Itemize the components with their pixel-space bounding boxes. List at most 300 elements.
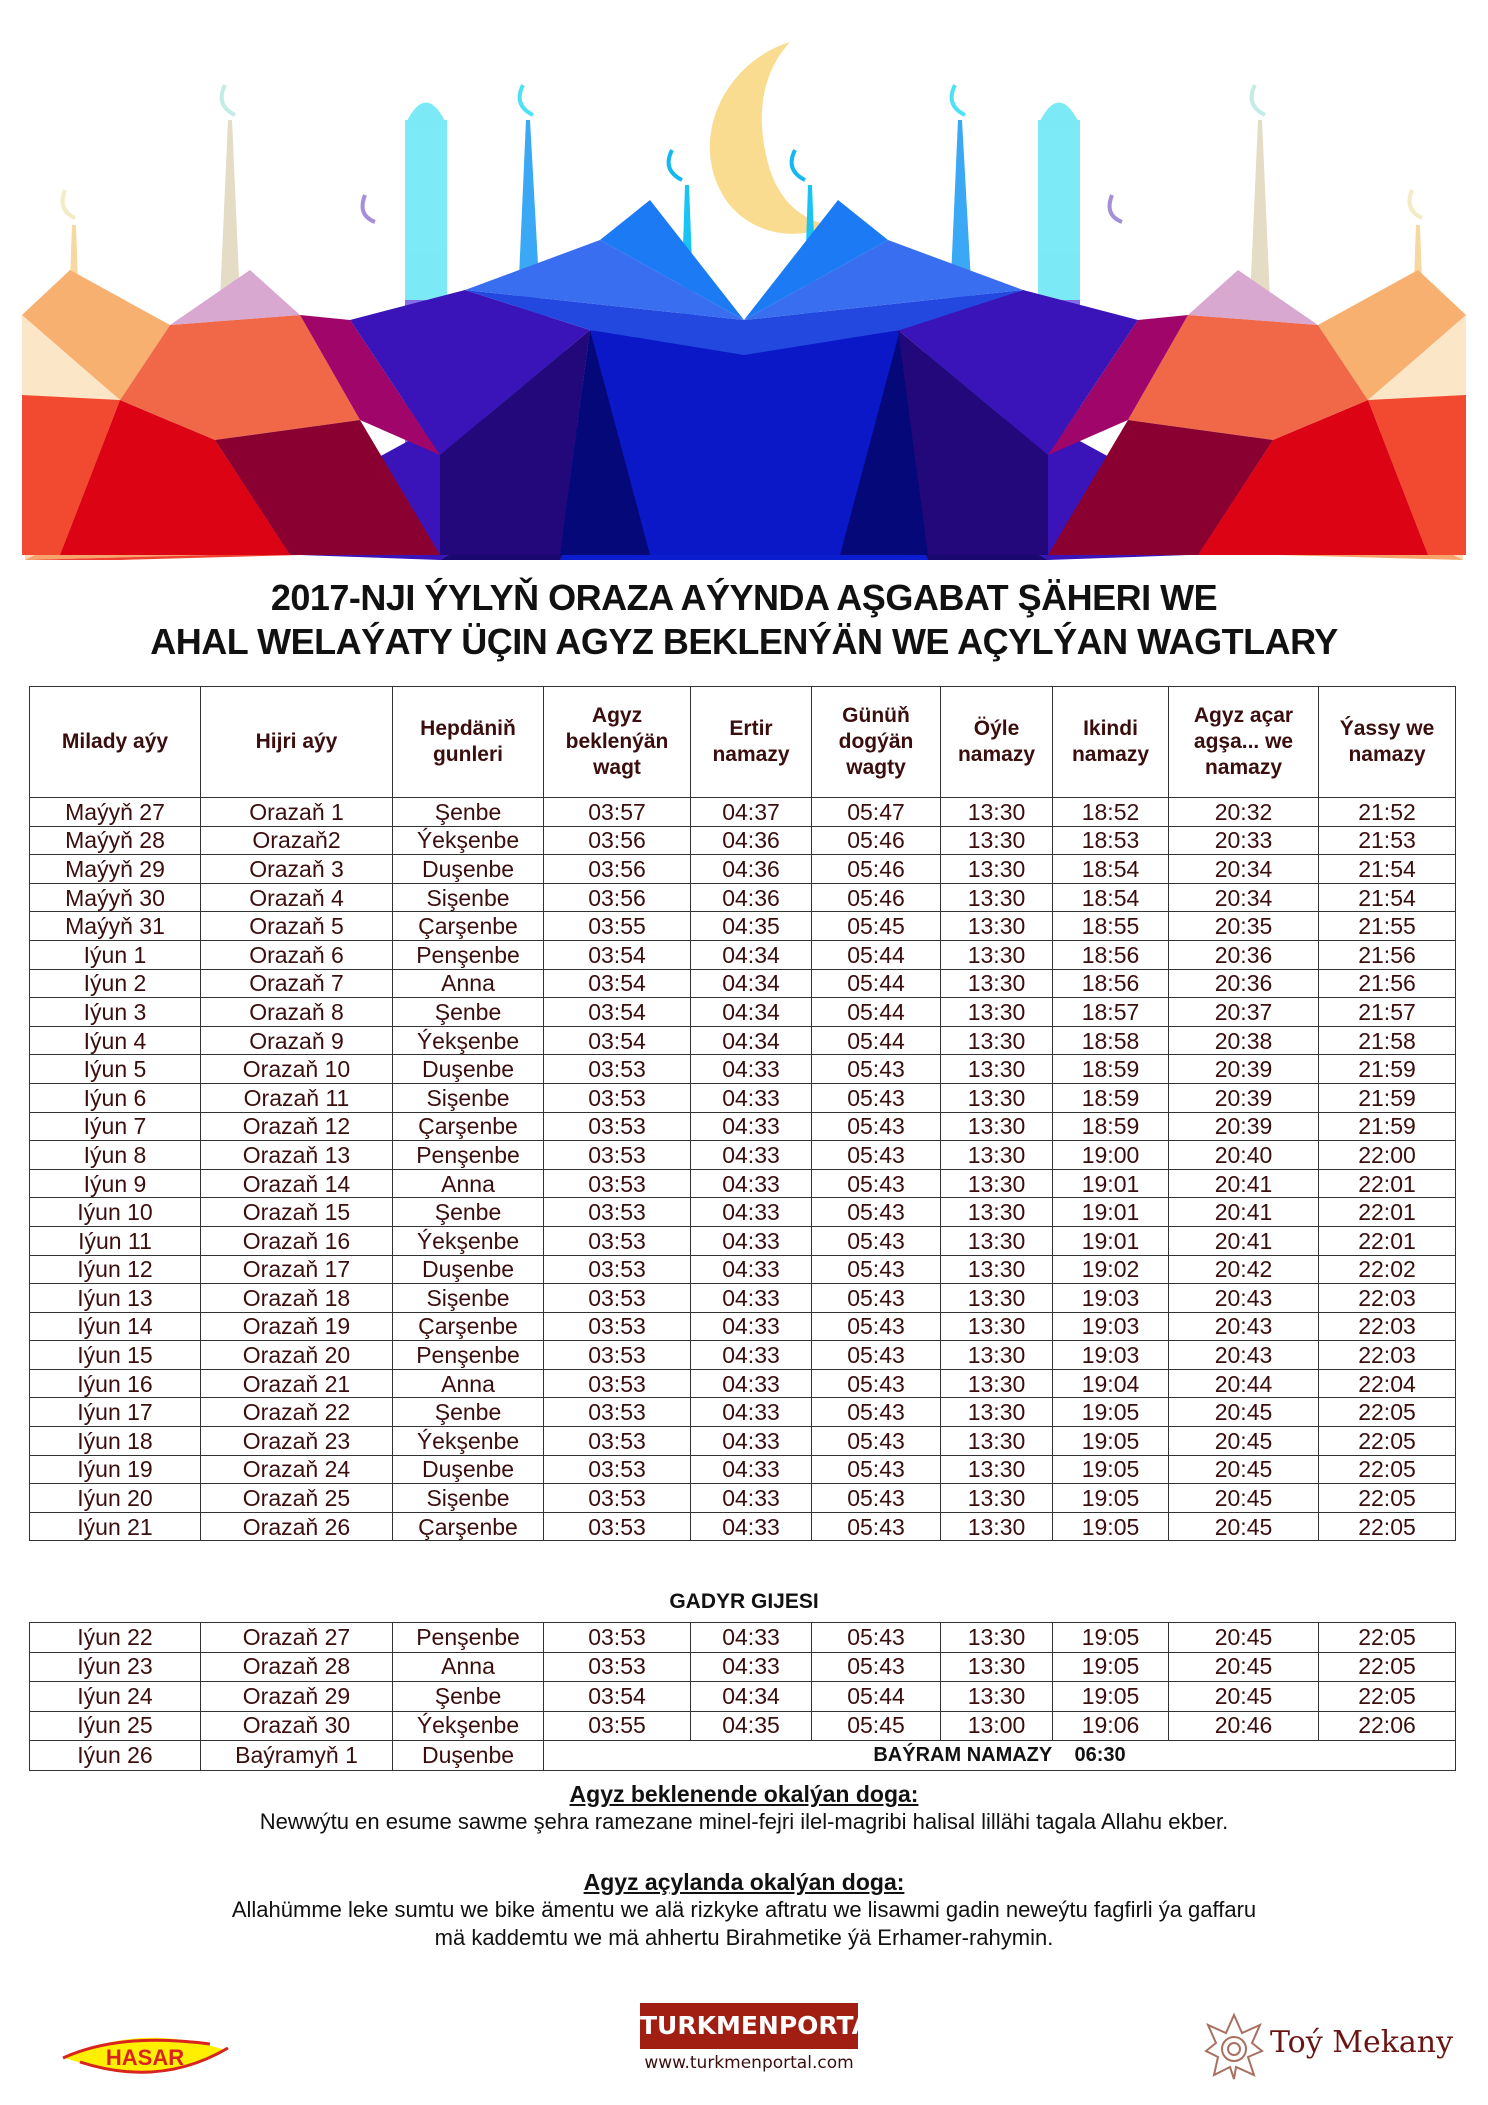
table-row	[30, 1169, 1456, 1198]
cell-weekday: Şenbe	[393, 1198, 544, 1227]
title-line-1: 2017-NJI ÝYLYŇ ORAZA AÝYNDA AŞGABAT ŞÄHERI WE	[270, 577, 1218, 618]
cell-oyle: 13:30	[941, 1312, 1053, 1341]
table-row	[30, 1055, 1456, 1084]
cell-ikindi: 18:52	[1053, 798, 1169, 827]
cell-date: Iýun 4	[30, 1026, 201, 1055]
cell-oyle: 13:30	[941, 798, 1053, 827]
cell-agsam: 20:45	[1169, 1484, 1319, 1513]
cell-agsam: 20:45	[1169, 1652, 1319, 1682]
cell-ikindi: 18:59	[1053, 1083, 1169, 1112]
cell-yassy: 21:54	[1319, 883, 1456, 912]
toy-mekany-text: Toý Mekany	[1270, 2025, 1454, 2060]
cell-hijri: Orazaň 12	[201, 1112, 393, 1141]
cell-oyle: 13:30	[941, 1284, 1053, 1313]
cell-weekday: Şenbe	[393, 798, 544, 827]
table-row	[30, 1255, 1456, 1284]
cell-fast-start: 03:57	[544, 798, 691, 827]
table-row	[30, 1369, 1456, 1398]
cell-date: Maýyň 29	[30, 855, 201, 884]
cell-hijri: Orazaň 25	[201, 1484, 393, 1513]
toy-mekany-logo	[1180, 2005, 1480, 2085]
cell-agsam: 20:42	[1169, 1255, 1319, 1284]
cell-fast-start: 03:56	[544, 826, 691, 855]
table-row	[30, 1226, 1456, 1255]
cell-hijri: Orazaň 14	[201, 1169, 393, 1198]
fast-break-prayer	[0, 1868, 1488, 1952]
cell-weekday: Sişenbe	[393, 1484, 544, 1513]
table-row	[30, 1484, 1456, 1513]
fast-start-text: Newwýtu en esume sawme şehra ramezane minel-fejri ilel-magribi halisal lillähi tagala Allahu ekber.	[259, 1809, 1229, 1834]
cell-oyle: 13:30	[941, 1198, 1053, 1227]
cell-ertir: 04:33	[691, 1652, 812, 1682]
cell-date: Iýun 20	[30, 1484, 201, 1513]
cell-weekday: Anna	[393, 1369, 544, 1398]
fast-break-line-2: mä kaddemtu we mä ahhertu Birahmetike ýä Erhamer-rahymin.	[434, 1925, 1054, 1950]
cell-fast-start: 03:54	[544, 940, 691, 969]
cell-ertir: 04:33	[691, 1141, 812, 1170]
cell-ertir: 04:33	[691, 1169, 812, 1198]
cell-ikindi: 19:06	[1053, 1711, 1169, 1741]
turkmenportal-text: TURKMENPORTAL	[640, 2003, 858, 2049]
fast-start-heading: Agyz beklenende okalýan doga:	[569, 1781, 919, 1807]
cell-yassy: 22:05	[1319, 1484, 1456, 1513]
cell-sunrise: 05:43	[812, 1284, 941, 1313]
cell-weekday: Çarşenbe	[393, 1512, 544, 1541]
cell-ertir: 04:33	[691, 1112, 812, 1141]
cell-ikindi: 19:05	[1053, 1512, 1169, 1541]
cell-yassy: 22:06	[1319, 1711, 1456, 1741]
cell-agsam: 20:40	[1169, 1141, 1319, 1170]
cell-oyle: 13:30	[941, 1652, 1053, 1682]
cell-fast-start: 03:53	[544, 1369, 691, 1398]
cell-fast-start: 03:53	[544, 1623, 691, 1653]
cell-ertir: 04:33	[691, 1455, 812, 1484]
cell-agsam: 20:36	[1169, 969, 1319, 998]
cell-date: Iýun 25	[30, 1711, 201, 1741]
turkmenportal-logo	[640, 2003, 887, 2073]
cell-weekday: Şenbe	[393, 1398, 544, 1427]
cell-sunrise: 05:43	[812, 1427, 941, 1456]
cell-agsam: 20:45	[1169, 1427, 1319, 1456]
table-row	[30, 1141, 1456, 1170]
cell-ertir: 04:33	[691, 1083, 812, 1112]
cell-fast-start: 03:54	[544, 1026, 691, 1055]
cell-yassy: 22:05	[1319, 1623, 1456, 1653]
cell-hijri: Orazaň 24	[201, 1455, 393, 1484]
cell-agsam: 20:39	[1169, 1055, 1319, 1084]
cell-yassy: 22:05	[1319, 1398, 1456, 1427]
table-row	[30, 1682, 1456, 1712]
table-row	[30, 1398, 1456, 1427]
cell-ertir: 04:33	[691, 1255, 812, 1284]
cell-weekday: Penşenbe	[393, 1623, 544, 1653]
cell-ertir: 04:33	[691, 1623, 812, 1653]
cell-yassy: 21:55	[1319, 912, 1456, 941]
table-row	[30, 998, 1456, 1027]
cell-weekday: Duşenbe	[393, 1741, 544, 1771]
cell-date: Iýun 16	[30, 1369, 201, 1398]
cell-sunrise: 05:44	[812, 1026, 941, 1055]
cell-ertir: 04:34	[691, 1026, 812, 1055]
cell-sunrise: 05:43	[812, 1055, 941, 1084]
cell-ertir: 04:33	[691, 1398, 812, 1427]
cell-weekday: Çarşenbe	[393, 912, 544, 941]
cell-yassy: 22:05	[1319, 1512, 1456, 1541]
cell-agsam: 20:36	[1169, 940, 1319, 969]
cell-weekday: Penşenbe	[393, 1141, 544, 1170]
cell-date: Iýun 3	[30, 998, 201, 1027]
cell-hijri: Orazaň 19	[201, 1312, 393, 1341]
cell-fast-start: 03:53	[544, 1512, 691, 1541]
page-title	[0, 576, 1488, 664]
cell-yassy: 22:00	[1319, 1141, 1456, 1170]
cell-yassy: 22:05	[1319, 1652, 1456, 1682]
cell-ikindi: 19:02	[1053, 1255, 1169, 1284]
col-header: Ikindi namazy	[1053, 687, 1169, 798]
cell-oyle: 13:30	[941, 1623, 1053, 1653]
timetable-gadyr	[29, 1622, 1456, 1771]
cell-date: Iýun 17	[30, 1398, 201, 1427]
cell-fast-start: 03:56	[544, 883, 691, 912]
cell-fast-start: 03:53	[544, 1484, 691, 1513]
cell-sunrise: 05:44	[812, 969, 941, 998]
cell-hijri: Orazaň 27	[201, 1623, 393, 1653]
cell-ikindi: 19:01	[1053, 1169, 1169, 1198]
cell-date: Iýun 13	[30, 1284, 201, 1313]
cell-agsam: 20:43	[1169, 1312, 1319, 1341]
cell-date: Iýun 5	[30, 1055, 201, 1084]
col-header: Ýassy we namazy	[1319, 687, 1456, 798]
cell-weekday: Anna	[393, 969, 544, 998]
cell-yassy: 21:56	[1319, 969, 1456, 998]
cell-weekday: Anna	[393, 1169, 544, 1198]
cell-date: Maýyň 27	[30, 798, 201, 827]
cell-date: Iýun 19	[30, 1455, 201, 1484]
cell-weekday: Anna	[393, 1652, 544, 1682]
cell-sunrise: 05:46	[812, 855, 941, 884]
cell-sunrise: 05:43	[812, 1198, 941, 1227]
cell-yassy: 22:01	[1319, 1226, 1456, 1255]
table-row	[30, 1652, 1456, 1682]
cell-fast-start: 03:54	[544, 1682, 691, 1712]
cell-fast-start: 03:53	[544, 1226, 691, 1255]
cell-agsam: 20:45	[1169, 1623, 1319, 1653]
cell-date: Iýun 24	[30, 1682, 201, 1712]
cell-agsam: 20:37	[1169, 998, 1319, 1027]
polygon-band-image	[0, 0, 1488, 570]
cell-hijri: Orazaň 6	[201, 940, 393, 969]
cell-sunrise: 05:46	[812, 826, 941, 855]
cell-yassy: 21:52	[1319, 798, 1456, 827]
cell-hijri: Orazaň 21	[201, 1369, 393, 1398]
cell-ikindi: 19:01	[1053, 1226, 1169, 1255]
cell-oyle: 13:30	[941, 998, 1053, 1027]
cell-sunrise: 05:45	[812, 1711, 941, 1741]
bayram-row	[30, 1741, 1456, 1771]
table-row	[30, 1341, 1456, 1370]
cell-fast-start: 03:53	[544, 1255, 691, 1284]
cell-weekday: Çarşenbe	[393, 1112, 544, 1141]
cell-weekday: Duşenbe	[393, 1455, 544, 1484]
cell-hijri: Orazaň 26	[201, 1512, 393, 1541]
cell-ikindi: 18:58	[1053, 1026, 1169, 1055]
cell-oyle: 13:30	[941, 855, 1053, 884]
cell-ikindi: 19:04	[1053, 1369, 1169, 1398]
cell-oyle: 13:30	[941, 1026, 1053, 1055]
cell-yassy: 21:59	[1319, 1083, 1456, 1112]
cell-ertir: 04:34	[691, 969, 812, 998]
cell-weekday: Şenbe	[393, 1682, 544, 1712]
cell-ikindi: 18:59	[1053, 1055, 1169, 1084]
cell-oyle: 13:30	[941, 940, 1053, 969]
cell-fast-start: 03:53	[544, 1284, 691, 1313]
cell-hijri: Orazaň 20	[201, 1341, 393, 1370]
bayram-time: 06:30	[1074, 1743, 1126, 1766]
cell-yassy: 22:03	[1319, 1312, 1456, 1341]
cell-oyle: 13:30	[941, 969, 1053, 998]
cell-agsam: 20:46	[1169, 1711, 1319, 1741]
cell-hijri: Orazaň 29	[201, 1682, 393, 1712]
cell-ertir: 04:37	[691, 798, 812, 827]
cell-date: Iýun 12	[30, 1255, 201, 1284]
cell-date: Iýun 23	[30, 1652, 201, 1682]
cell-weekday: Ýekşenbe	[393, 1026, 544, 1055]
cell-sunrise: 05:43	[812, 1141, 941, 1170]
cell-date: Iýun 2	[30, 969, 201, 998]
cell-weekday: Şenbe	[393, 998, 544, 1027]
col-header: Agyz beklenýän wagt	[544, 687, 691, 798]
table-row	[30, 1312, 1456, 1341]
cell-ertir: 04:36	[691, 826, 812, 855]
cell-fast-start: 03:53	[544, 1083, 691, 1112]
cell-date: Iýun 9	[30, 1169, 201, 1198]
cell-date: Iýun 22	[30, 1623, 201, 1653]
cell-oyle: 13:30	[941, 1055, 1053, 1084]
cell-yassy: 22:01	[1319, 1198, 1456, 1227]
cell-agsam: 20:32	[1169, 798, 1319, 827]
cell-ertir: 04:34	[691, 998, 812, 1027]
cell-fast-start: 03:53	[544, 1112, 691, 1141]
cell-ertir: 04:33	[691, 1055, 812, 1084]
cell-date: Iýun 21	[30, 1512, 201, 1541]
cell-oyle: 13:30	[941, 1169, 1053, 1198]
cell-sunrise: 05:43	[812, 1652, 941, 1682]
cell-weekday: Sişenbe	[393, 883, 544, 912]
cell-agsam: 20:34	[1169, 883, 1319, 912]
cell-ikindi: 18:56	[1053, 940, 1169, 969]
cell-ikindi: 19:05	[1053, 1682, 1169, 1712]
cell-ertir: 04:33	[691, 1284, 812, 1313]
cell-date: Maýyň 28	[30, 826, 201, 855]
gadyr-gijesi-heading: GADYR GIJESI	[669, 1590, 819, 1613]
cell-oyle: 13:30	[941, 1369, 1053, 1398]
cell-fast-start: 03:53	[544, 1312, 691, 1341]
cell-hijri: Orazaň 30	[201, 1711, 393, 1741]
col-header: Agyz açar agşa... we namazy	[1169, 687, 1319, 798]
cell-oyle: 13:30	[941, 826, 1053, 855]
cell-ertir: 04:36	[691, 883, 812, 912]
cell-sunrise: 05:43	[812, 1312, 941, 1341]
table-row	[30, 1427, 1456, 1456]
col-header: Hijri aýy	[201, 687, 393, 798]
cell-fast-start: 03:56	[544, 855, 691, 884]
cell-sunrise: 05:44	[812, 998, 941, 1027]
hasar-text: HASAR	[105, 2045, 185, 2070]
table-row	[30, 1455, 1456, 1484]
hasar-emblem-icon	[60, 2030, 230, 2080]
cell-yassy: 21:59	[1319, 1055, 1456, 1084]
cell-sunrise: 05:43	[812, 1455, 941, 1484]
table-row	[30, 1198, 1456, 1227]
table-row	[30, 883, 1456, 912]
hasar-logo	[60, 2030, 230, 2080]
cell-date: Iýun 7	[30, 1112, 201, 1141]
cell-agsam: 20:39	[1169, 1112, 1319, 1141]
table-row	[30, 940, 1456, 969]
cell-date: Iýun 10	[30, 1198, 201, 1227]
cell-ikindi: 18:57	[1053, 998, 1169, 1027]
cell-hijri: Baýramyň 1	[201, 1741, 393, 1771]
cell-date: Iýun 14	[30, 1312, 201, 1341]
cell-fast-start: 03:53	[544, 1141, 691, 1170]
cell-ikindi: 18:55	[1053, 912, 1169, 941]
cell-agsam: 20:45	[1169, 1512, 1319, 1541]
cell-ikindi: 19:03	[1053, 1341, 1169, 1370]
cell-ertir: 04:33	[691, 1427, 812, 1456]
table-row	[30, 826, 1456, 855]
cell-yassy: 22:02	[1319, 1255, 1456, 1284]
cell-ikindi: 19:05	[1053, 1427, 1169, 1456]
cell-oyle: 13:30	[941, 1341, 1053, 1370]
cell-sunrise: 05:43	[812, 1112, 941, 1141]
cell-ikindi: 18:59	[1053, 1112, 1169, 1141]
cell-ertir: 04:33	[691, 1512, 812, 1541]
cell-sunrise: 05:43	[812, 1623, 941, 1653]
cell-sunrise: 05:43	[812, 1226, 941, 1255]
cell-fast-start: 03:55	[544, 912, 691, 941]
cell-yassy: 21:56	[1319, 940, 1456, 969]
cell-agsam: 20:35	[1169, 912, 1319, 941]
cell-hijri: Orazaň 10	[201, 1055, 393, 1084]
gadyr-body	[30, 1623, 1456, 1741]
cell-agsam: 20:39	[1169, 1083, 1319, 1112]
bayram-label: BAÝRAM NAMAZY	[873, 1743, 1053, 1766]
table-row	[30, 855, 1456, 884]
cell-hijri: Orazaň 18	[201, 1284, 393, 1313]
cell-date: Iýun 15	[30, 1341, 201, 1370]
cell-ertir: 04:33	[691, 1341, 812, 1370]
cell-ikindi: 18:56	[1053, 969, 1169, 998]
cell-ertir: 04:36	[691, 855, 812, 884]
cell-ikindi: 19:05	[1053, 1455, 1169, 1484]
cell-hijri: Orazaň 15	[201, 1198, 393, 1227]
cell-agsam: 20:33	[1169, 826, 1319, 855]
fast-break-heading: Agyz açylanda okalýan doga:	[583, 1869, 905, 1895]
cell-ikindi: 19:05	[1053, 1623, 1169, 1653]
cell-yassy: 22:01	[1319, 1169, 1456, 1198]
cell-sunrise: 05:43	[812, 1398, 941, 1427]
cell-ikindi: 19:05	[1053, 1484, 1169, 1513]
table-row	[30, 1112, 1456, 1141]
cell-weekday: Duşenbe	[393, 1255, 544, 1284]
cell-hijri: Orazaň 3	[201, 855, 393, 884]
cell-weekday: Çarşenbe	[393, 1312, 544, 1341]
cell-date: Iýun 18	[30, 1427, 201, 1456]
cell-agsam: 20:43	[1169, 1341, 1319, 1370]
table-row	[30, 912, 1456, 941]
cell-fast-start: 03:54	[544, 969, 691, 998]
cell-fast-start: 03:53	[544, 1398, 691, 1427]
cell-weekday: Duşenbe	[393, 1055, 544, 1084]
cell-ertir: 04:33	[691, 1226, 812, 1255]
cell-hijri: Orazaň 4	[201, 883, 393, 912]
cell-ikindi: 18:54	[1053, 855, 1169, 884]
cell-oyle: 13:00	[941, 1711, 1053, 1741]
cell-weekday: Ýekşenbe	[393, 826, 544, 855]
cell-sunrise: 05:44	[812, 1682, 941, 1712]
cell-oyle: 13:30	[941, 1455, 1053, 1484]
cell-hijri: Orazaň 17	[201, 1255, 393, 1284]
cell-weekday: Penşenbe	[393, 1341, 544, 1370]
cell-date: Maýyň 30	[30, 883, 201, 912]
cell-oyle: 13:30	[941, 1141, 1053, 1170]
cell-agsam: 20:45	[1169, 1682, 1319, 1712]
cell-yassy: 21:54	[1319, 855, 1456, 884]
col-header: Ertir namazy	[691, 687, 812, 798]
bayram-namazy-cell	[544, 1741, 1456, 1771]
cell-oyle: 13:30	[941, 1255, 1053, 1284]
cell-ikindi: 18:54	[1053, 883, 1169, 912]
cell-oyle: 13:30	[941, 1682, 1053, 1712]
fast-break-line-1: Allahümme leke sumtu we bike ämentu we alä rizkyke aftratu we lisawmi gadin neweýtu fagfirli ýa gaffaru	[231, 1897, 1257, 1922]
cell-sunrise: 05:43	[812, 1369, 941, 1398]
cell-agsam: 20:41	[1169, 1198, 1319, 1227]
cell-fast-start: 03:53	[544, 1198, 691, 1227]
cell-fast-start: 03:53	[544, 1169, 691, 1198]
cell-ertir: 04:33	[691, 1369, 812, 1398]
col-header: Günüň dogýän wagty	[812, 687, 941, 798]
table-row	[30, 1711, 1456, 1741]
cell-sunrise: 05:47	[812, 798, 941, 827]
cell-hijri: Orazaň 7	[201, 969, 393, 998]
cell-oyle: 13:30	[941, 1427, 1053, 1456]
cell-fast-start: 03:54	[544, 998, 691, 1027]
cell-agsam: 20:43	[1169, 1284, 1319, 1313]
cell-date: Iýun 11	[30, 1226, 201, 1255]
cell-agsam: 20:45	[1169, 1398, 1319, 1427]
cell-oyle: 13:30	[941, 912, 1053, 941]
cell-oyle: 13:30	[941, 1484, 1053, 1513]
cell-sunrise: 05:43	[812, 1512, 941, 1541]
cell-agsam: 20:44	[1169, 1369, 1319, 1398]
table-header-row	[30, 687, 1456, 798]
col-header: Öýle namazy	[941, 687, 1053, 798]
cell-agsam: 20:41	[1169, 1169, 1319, 1198]
cell-weekday: Sişenbe	[393, 1083, 544, 1112]
cell-hijri: Orazaň 23	[201, 1427, 393, 1456]
cell-date: Iýun 6	[30, 1083, 201, 1112]
table-row	[30, 1512, 1456, 1541]
cell-fast-start: 03:53	[544, 1055, 691, 1084]
cell-ikindi: 19:05	[1053, 1398, 1169, 1427]
cell-weekday: Ýekşenbe	[393, 1711, 544, 1741]
cell-hijri: Orazaň 1	[201, 798, 393, 827]
col-header: Milady aýy	[30, 687, 201, 798]
cell-oyle: 13:30	[941, 883, 1053, 912]
cell-oyle: 13:30	[941, 1512, 1053, 1541]
cell-ikindi: 19:03	[1053, 1312, 1169, 1341]
table-row	[30, 969, 1456, 998]
